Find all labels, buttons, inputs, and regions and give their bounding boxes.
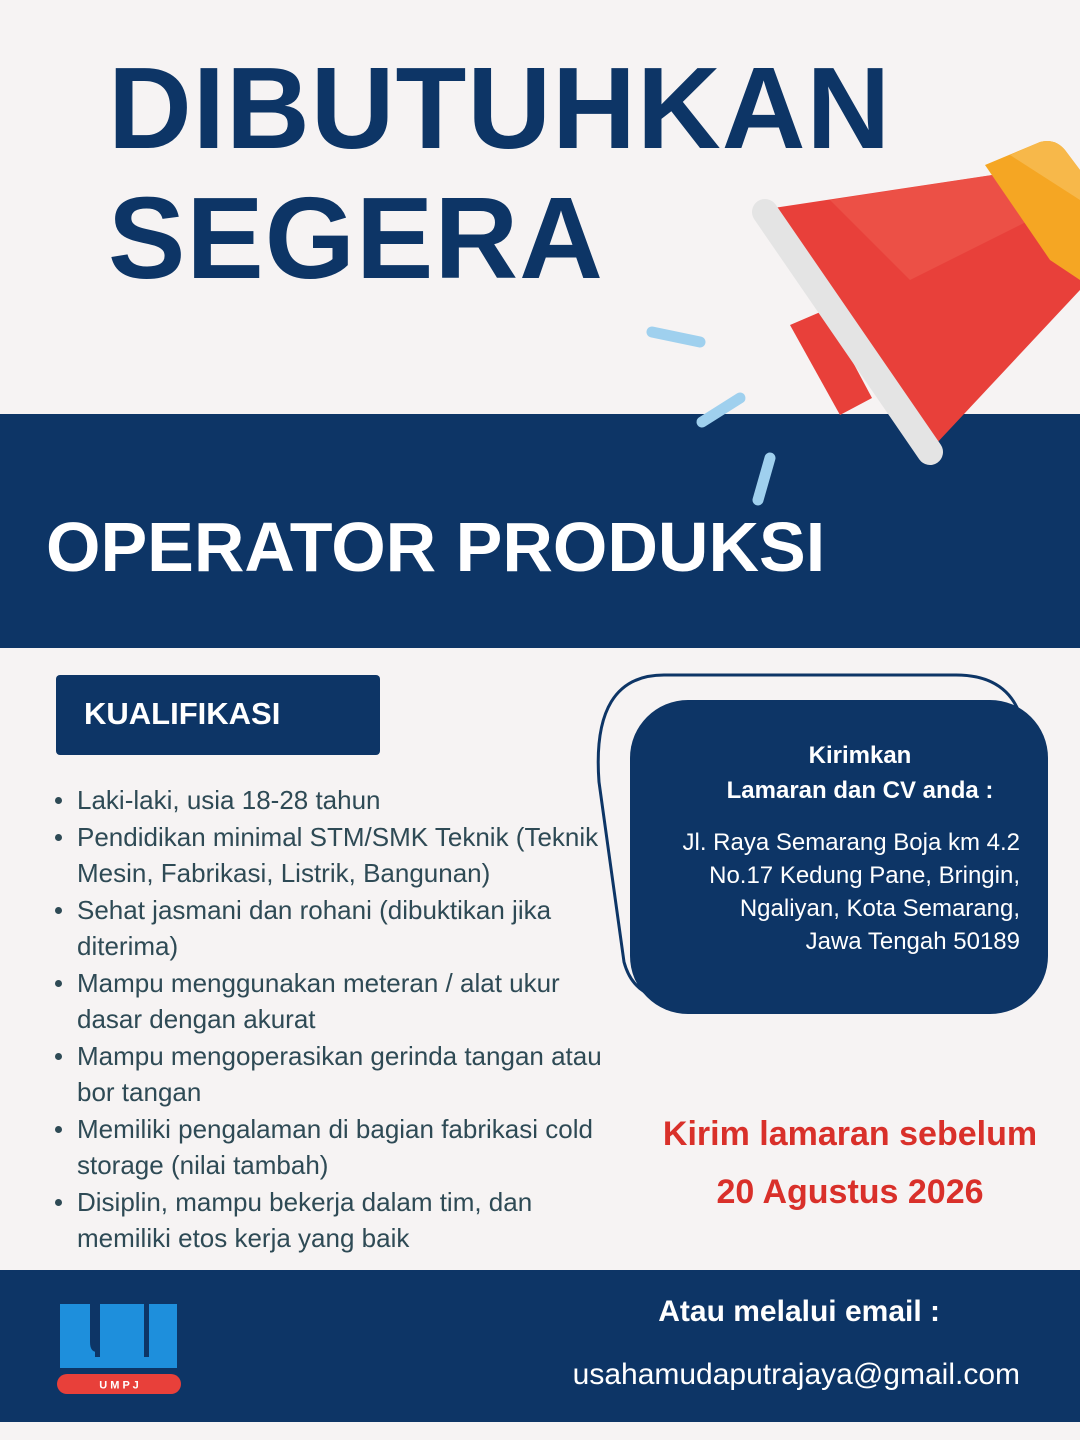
qualification-item: Disiplin, mampu bekerja dalam tim, dan memiliki etos kerja yang baik — [50, 1184, 630, 1257]
address-line: Ngaliyan, Kota Semarang, — [739, 895, 1020, 922]
position-title: OPERATOR PRODUKSI — [46, 508, 826, 586]
address-line: Jawa Tengah 50189 — [805, 928, 1020, 955]
headline-line-1: DIBUTUHKAN — [108, 43, 892, 173]
email-label: Atau melalui email : — [658, 1295, 940, 1328]
logo-text: U M P J — [99, 1379, 139, 1392]
qualifications-list — [50, 782, 630, 1257]
deadline-notice — [640, 1105, 1060, 1221]
umpj-logo — [55, 1302, 183, 1397]
qualification-item: Mampu menggunakan meteran / alat ukur dasar dengan akurat — [50, 965, 630, 1038]
qualification-item: Mampu mengoperasikan gerinda tangan atau bor tangan — [50, 1038, 630, 1111]
contact-title-line-2: Lamaran dan CV anda : — [726, 777, 994, 804]
qualification-item: Memiliki pengalaman di bagian fabrikasi cold storage (nilai tambah) — [50, 1111, 630, 1184]
contact-title — [680, 738, 1040, 808]
address-line: Jl. Raya Semarang Boja km 4.2 — [682, 829, 1020, 856]
contact-title-line-1: Kirimkan — [808, 742, 912, 769]
megaphone-icon — [630, 130, 1080, 510]
qualifications-heading: KUALIFIKASI — [84, 696, 281, 731]
qualification-item: Sehat jasmani dan rohani (dibuktikan jika diterima) — [50, 892, 630, 965]
address-line: No.17 Kedung Pane, Bringin, — [709, 862, 1020, 889]
headline-line-2: SEGERA — [108, 173, 604, 303]
deadline-line-1: Kirim lamaran sebelum — [662, 1115, 1038, 1153]
deadline-date: 20 Agustus 2026 — [716, 1173, 984, 1211]
qualification-item: Laki-laki, usia 18-28 tahun — [50, 782, 630, 819]
qualification-item: Pendidikan minimal STM/SMK Teknik (Teknik Mesin, Fabrikasi, Listrik, Bangunan) — [50, 819, 630, 892]
contact-address — [650, 826, 1020, 958]
email-address[interactable]: usahamudaputrajaya@gmail.com — [572, 1358, 1020, 1391]
